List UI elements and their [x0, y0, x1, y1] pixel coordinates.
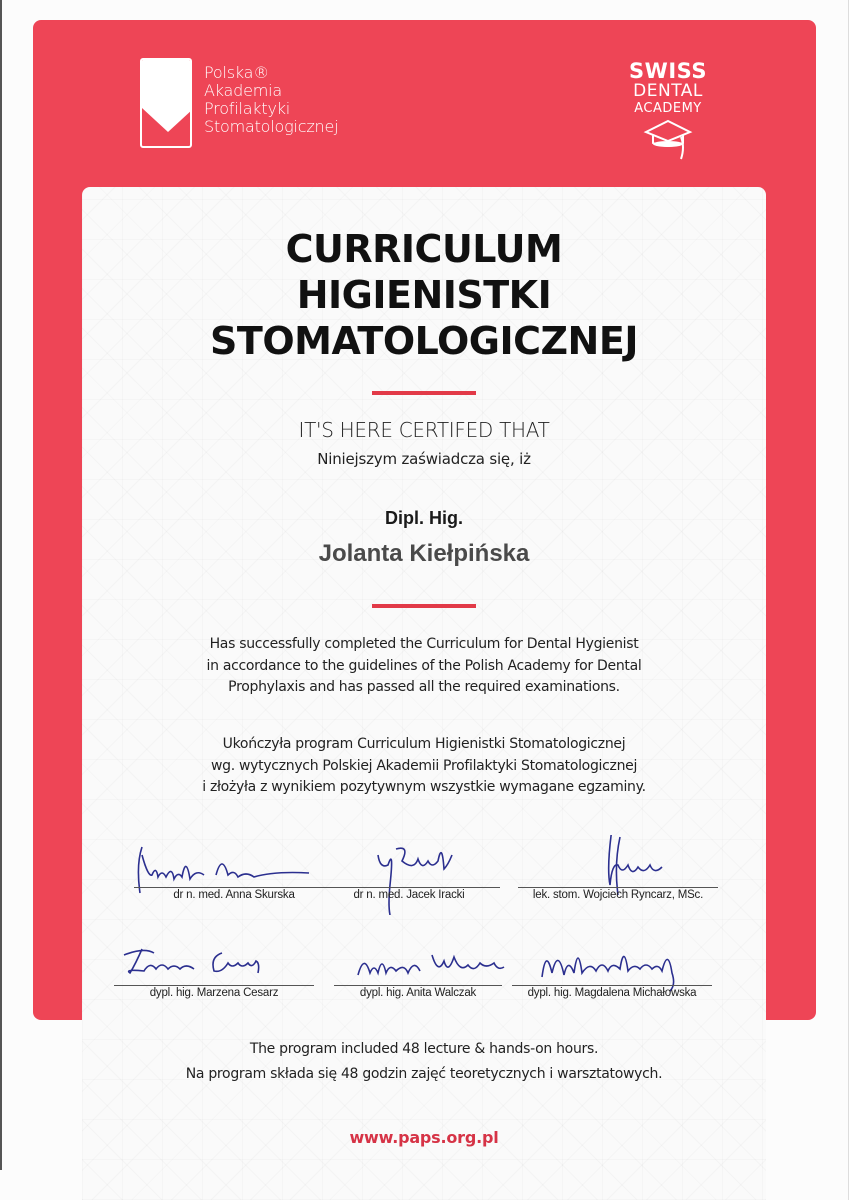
divider-rule — [372, 391, 476, 395]
body-line: wg. wytycznych Polskiej Akademii Profilaktyki Stomatologicznej — [210, 757, 638, 774]
handwritten-signature-icon — [518, 835, 718, 915]
body-text-en — [82, 634, 766, 699]
body-line: Ukończyła program Curriculum Higienistki Stomatologicznej — [222, 736, 626, 752]
website-link[interactable]: www.paps.org.pl — [349, 1128, 499, 1147]
signature-line — [518, 887, 718, 888]
recipient-title: Dipl. Hig. — [385, 508, 463, 528]
signature-line — [318, 887, 500, 888]
swiss-dental-academy-logo — [618, 60, 718, 161]
program-hours-en: The program included 48 lecture & hands-on hours. — [249, 1041, 599, 1057]
paps-logo — [140, 58, 338, 148]
swiss-logo-line: ACADEMY — [634, 101, 702, 116]
signatory-name: dypl. hig. Anita Walczak — [359, 987, 477, 999]
paps-shield-icon — [140, 58, 192, 148]
certify-heading-pl: Niniejszym zaświadcza się, iż — [317, 450, 531, 468]
signature-line — [334, 985, 502, 986]
signatory-name: dypl. hig. Marzena Cesarz — [149, 987, 279, 999]
signature-line — [512, 985, 712, 986]
paps-logo-line: Profilaktyki — [204, 99, 291, 118]
handwritten-signature-icon — [334, 933, 514, 993]
body-text-pl — [82, 734, 766, 799]
recipient-name: Jolanta Kiełpińska — [318, 540, 530, 567]
certify-heading-en: IT'S HERE CERTIFED THAT — [298, 418, 550, 442]
handwritten-signature-icon — [512, 933, 712, 993]
handwritten-signature-icon — [114, 933, 314, 993]
body-line: Has successfully completed the Curriculum for Dental Hygienist — [209, 636, 639, 652]
title-line: STOMATOLOGICZNEJ — [210, 319, 638, 363]
body-line: Prophylaxis and has passed all the required examinations. — [228, 679, 620, 695]
swiss-logo-line: SWISS — [629, 59, 707, 83]
swiss-logo-line: DENTAL — [633, 81, 703, 101]
signature-line — [134, 887, 334, 888]
certificate-title — [82, 226, 766, 364]
signatory-name: dr n. med. Anna Skurska — [173, 889, 295, 901]
graduation-cap-icon — [643, 119, 693, 161]
body-line: i złożyła z wynikiem pozytywnym wszystkie wymagane egzaminy. — [202, 779, 646, 795]
scan-edge — [0, 0, 2, 1170]
title-line: CURRICULUM — [285, 227, 563, 271]
handwritten-signature-icon — [318, 835, 500, 915]
signature-line — [114, 985, 314, 986]
paps-logo-line: Akademia — [204, 81, 282, 100]
paps-logo-line: Stomatologicznej — [204, 117, 339, 136]
paps-logo-line: Polska® — [204, 63, 270, 82]
title-line: HIGIENISTKI — [296, 273, 552, 317]
signatory-name: lek. stom. Wojciech Ryncarz, MSc. — [532, 889, 704, 901]
signatory-name: dr n. med. Jacek Iracki — [353, 889, 465, 901]
paps-logo-text — [204, 64, 338, 136]
program-hours-pl: Na program składa się 48 godzin zajęć teoretycznych i warsztatowych. — [185, 1066, 663, 1082]
divider-rule — [372, 604, 476, 608]
signatory-name: dypl. hig. Magdalena Michałowska — [527, 987, 697, 999]
body-line: in accordance to the guidelines of the Polish Academy for Dental — [206, 657, 642, 674]
